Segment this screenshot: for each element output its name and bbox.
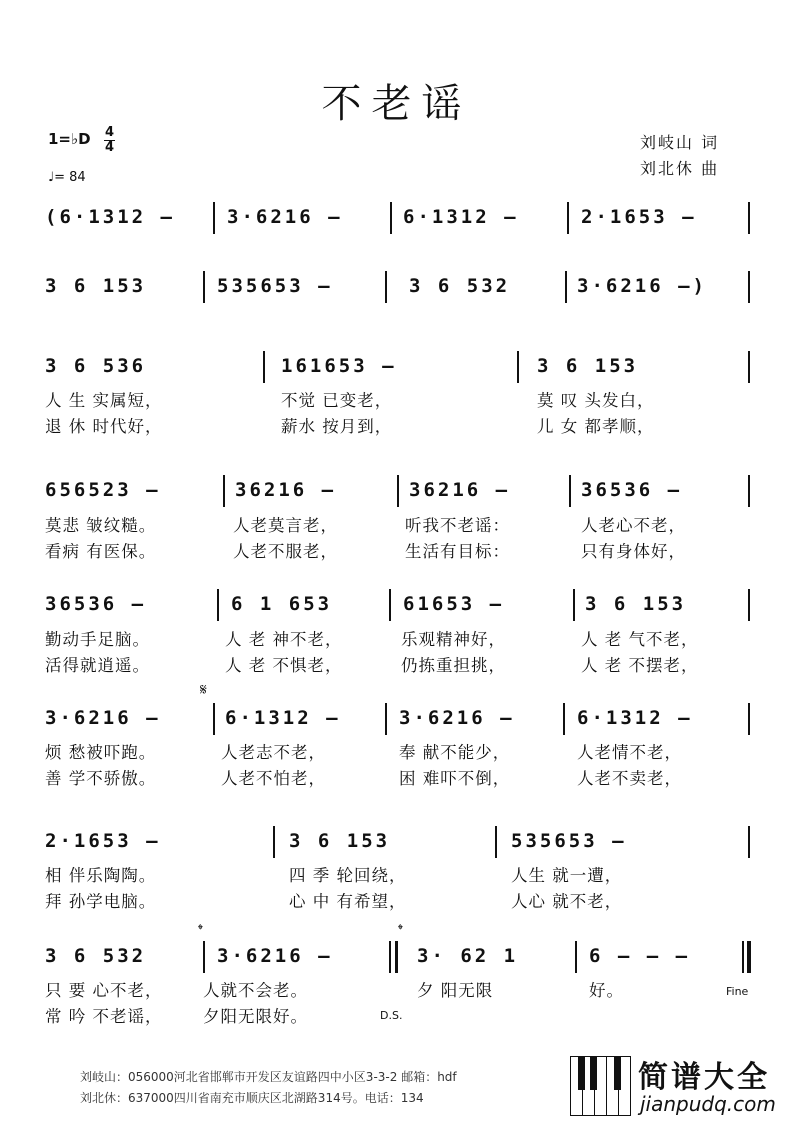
lyric: 勤动手足脑。 <box>45 630 150 649</box>
final-barline <box>742 941 744 973</box>
site-logo[interactable] <box>566 1052 793 1122</box>
barline <box>223 475 225 507</box>
ds-marking: D.S. <box>380 1009 403 1022</box>
measure: 6·1312 – <box>225 707 341 729</box>
lyric: 烦 愁被吓跑。 <box>45 743 157 762</box>
measure: 3 6 153 <box>45 275 147 297</box>
lyric: 薪水 按月到， <box>281 417 393 436</box>
measure: 3· 62 1 <box>417 945 519 967</box>
measure: 3 6 153 <box>585 593 687 615</box>
barline <box>517 351 519 383</box>
measure: 3·6216 – <box>227 206 343 228</box>
lyric: 只 要 心不老， <box>45 981 163 1000</box>
measure: 36216 – <box>409 479 511 501</box>
barline <box>390 202 392 234</box>
lyric: 儿 女 都孝顺， <box>537 417 655 436</box>
barline <box>563 703 565 735</box>
barline <box>217 589 219 621</box>
lyric: 善 学不骄傲。 <box>45 769 157 788</box>
key-signature: 1=♭D <box>48 130 91 148</box>
lyric: 人 老 不摆老， <box>581 656 699 675</box>
lyric: 人 老 神不老， <box>225 630 343 649</box>
lyric: 奉 献不能少， <box>399 743 511 762</box>
coda-sign: 𝄌 <box>398 922 403 938</box>
measure: 3 6 153 <box>289 830 391 852</box>
barline <box>748 589 750 621</box>
lyrics-verse-1 <box>45 626 757 648</box>
lyric: 人老志不老， <box>221 743 326 762</box>
lyric: 不觉 已变老， <box>281 391 393 410</box>
lyric: 好。 <box>589 981 624 1000</box>
measure: 3 6 532 <box>409 275 511 297</box>
barline <box>575 941 577 973</box>
lyric: 人心 就不老， <box>511 892 623 911</box>
lyric: 困 难吓不倒， <box>399 769 511 788</box>
lyric: 相 伴乐陶陶。 <box>45 866 157 885</box>
barline <box>569 475 571 507</box>
lyric: 仍拣重担挑， <box>401 656 506 675</box>
measure: 6·1312 – <box>403 206 519 228</box>
measure: 2·1653 – <box>581 206 697 228</box>
barline <box>203 271 205 303</box>
lyric: 听我不老谣： <box>405 516 510 535</box>
barline <box>567 202 569 234</box>
lyrics-verse-2 <box>45 888 757 910</box>
measure: 3·6216 – <box>399 707 515 729</box>
barline <box>385 271 387 303</box>
measure: 3·6216 – <box>217 945 333 967</box>
lyric: 人 老 不惧老， <box>225 656 343 675</box>
notation-row-3 <box>45 355 757 385</box>
final-barline-thick <box>747 941 751 973</box>
measure: 161653 – <box>281 355 397 377</box>
time-signature <box>104 126 115 155</box>
lyrics-verse-2 <box>45 652 757 674</box>
fine-marking: Fine <box>726 985 749 998</box>
lyric: 常 吟 不老谣， <box>45 1007 163 1026</box>
lyric: 夕 阳无限 <box>417 981 494 1000</box>
lyric: 生活有目标： <box>405 542 510 561</box>
measure: 656523 – <box>45 479 161 501</box>
measure: 535653 – <box>511 830 627 852</box>
lyrics-verse-1 <box>45 387 757 409</box>
repeat-barline-thick <box>395 941 398 973</box>
barline <box>495 826 497 858</box>
lyric: 活得就逍遥。 <box>45 656 150 675</box>
measure: 2·1653 – <box>45 830 161 852</box>
lyric: 四 季 轮回绕， <box>289 866 407 885</box>
measure: 3 6 153 <box>537 355 639 377</box>
measure: 3 6 532 <box>45 945 147 967</box>
lyric: 人生 就一遭， <box>511 866 623 885</box>
barline <box>213 703 215 735</box>
tempo-marking: ♩= 84 <box>48 170 86 185</box>
barline <box>385 703 387 735</box>
lyricist-credit: 刘岐山 词 <box>640 133 720 152</box>
notation-row-4 <box>45 479 757 509</box>
lyric: 人就不会老。 <box>203 981 308 1000</box>
repeat-barline <box>389 941 391 973</box>
notation-row-8 <box>45 945 757 975</box>
measure: 36536 – <box>581 479 683 501</box>
lyric: 人老不卖老， <box>577 769 682 788</box>
piano-keys-icon <box>570 1056 632 1116</box>
barline <box>748 826 750 858</box>
lyrics-verse-2 <box>45 538 757 560</box>
lyric: 乐观精神好， <box>401 630 506 649</box>
notation-row-7 <box>45 830 757 860</box>
barline <box>263 351 265 383</box>
lyrics-verse-1 <box>45 512 757 534</box>
lyrics-verse-1 <box>45 977 757 999</box>
lyric: 人老莫言老， <box>233 516 338 535</box>
logo-url[interactable]: jianpudq.com <box>640 1092 776 1116</box>
lyric: 莫 叹 头发白， <box>537 391 655 410</box>
lyric: 莫悲 皱纹糙。 <box>45 516 157 535</box>
song-title: 不老谣 <box>321 81 472 127</box>
lyric: 人老情不老， <box>577 743 682 762</box>
lyrics-verse-2 <box>45 413 757 435</box>
barline <box>748 703 750 735</box>
notation-row-5 <box>45 593 757 623</box>
lyric: 人老不怕老， <box>221 769 326 788</box>
barline <box>748 351 750 383</box>
lyricist-contact: 刘岐山：056000河北省邯郸市开发区友谊路四中小区3-3-2 邮箱：hdf <box>80 1070 457 1084</box>
barline <box>748 475 750 507</box>
lyric: 只有身体好， <box>581 542 686 561</box>
measure: 535653 – <box>217 275 333 297</box>
lyric: 夕阳无限好。 <box>203 1007 308 1026</box>
barline <box>273 826 275 858</box>
segno-sign: 𝄋 <box>200 680 207 699</box>
measure: 3·6216 –) <box>577 275 707 297</box>
lyric: 人老心不老， <box>581 516 686 535</box>
lyric: 人老不服老， <box>233 542 338 561</box>
barline <box>203 941 205 973</box>
coda-sign: 𝄌 <box>198 922 203 938</box>
lyrics-verse-2 <box>45 765 757 787</box>
logo-name: 简谱大全 <box>638 1060 770 1095</box>
meter-top: 4 <box>105 125 115 140</box>
measure: 3 6 536 <box>45 355 147 377</box>
composer-credit: 刘北休 曲 <box>640 159 720 178</box>
lyrics-verse-1 <box>45 862 757 884</box>
barline <box>397 475 399 507</box>
barline <box>389 589 391 621</box>
measure: 61653 – <box>403 593 505 615</box>
lyric: 人 生 实属短， <box>45 391 163 410</box>
barline <box>573 589 575 621</box>
barline <box>748 271 750 303</box>
barline <box>565 271 567 303</box>
measure: 36536 – <box>45 593 147 615</box>
lyric: 拜 孙学电脑。 <box>45 892 157 911</box>
lyrics-verse-1 <box>45 739 757 761</box>
lyric: 人 老 气不老， <box>581 630 699 649</box>
notation-row-6 <box>45 707 757 737</box>
notation-row-2 <box>45 275 757 305</box>
barline <box>213 202 215 234</box>
lyric: 心 中 有希望， <box>289 892 407 911</box>
measure: (6·1312 – <box>45 206 175 228</box>
barline <box>748 202 750 234</box>
measure: 3·6216 – <box>45 707 161 729</box>
lyric: 看病 有医保。 <box>45 542 157 561</box>
measure: 6 1 653 <box>231 593 333 615</box>
notation-row-1 <box>45 206 757 236</box>
meter-bottom: 4 <box>105 140 115 155</box>
composer-contact: 刘北休：637000四川省南充市顺庆区北湖路314号。电话：134 <box>80 1091 424 1105</box>
measure: 6 – – – <box>589 945 691 967</box>
measure: 6·1312 – <box>577 707 693 729</box>
lyric: 退 休 时代好， <box>45 417 163 436</box>
measure: 36216 – <box>235 479 337 501</box>
